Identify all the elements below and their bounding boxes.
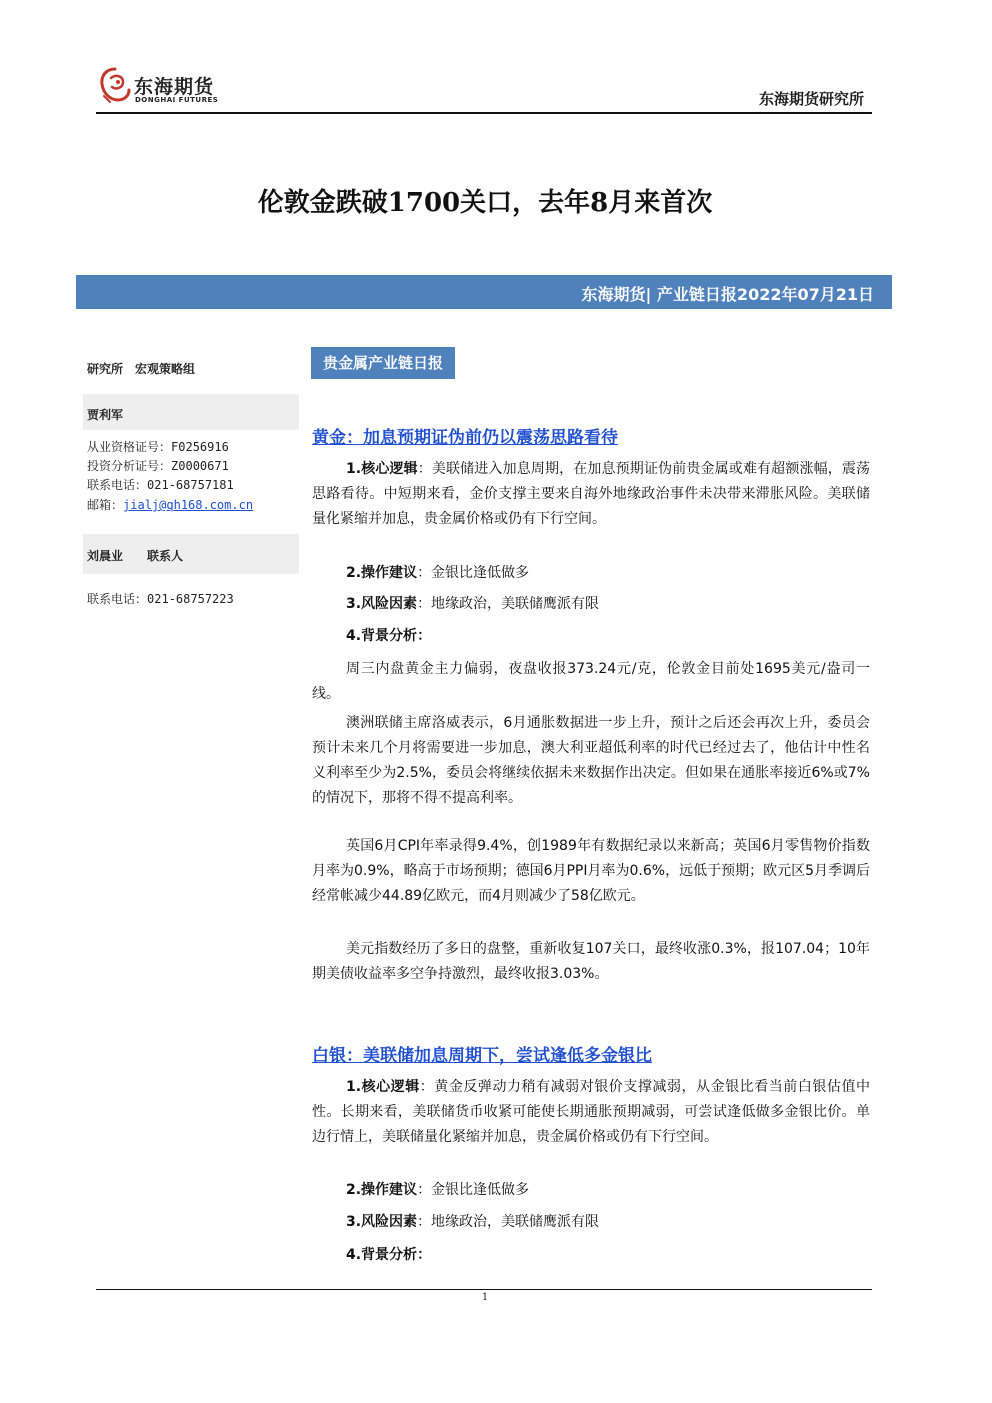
report-title: 伦敦金跌破1700关口，去年8月来首次	[257, 188, 713, 218]
gold-background-p3: 英国6月CPI年率录得9.4%，创1989年有数据纪录以来新高；英国6月零售物价指数月率为0.9%，略高于市场预期；德国6月PPI月率为0.6%，远低于预期；欧元区5月季调后经常帐减少44.89亿欧元，而4月则减少了58亿欧元。	[312, 838, 870, 904]
analyst1-email-link[interactable]: jialj@qh168.com.cn	[123, 498, 254, 512]
gold-background-p1: 周三内盘黄金主力偏弱，夜盘收报373.24元/克，伦敦金目前处1695美元/盎司一线。	[312, 661, 870, 702]
gold-background-heading: 4.背景分析：	[346, 628, 432, 644]
institute-name: 东海期货研究所	[758, 90, 864, 108]
analyst2-phone: 联系电话：021-68757223	[87, 592, 234, 606]
page-number: 1	[481, 1292, 489, 1303]
analyst1-phone: 联系电话：021-68757181	[87, 478, 234, 492]
silver-core-logic: 1.核心逻辑：黄金反弹动力稍有减弱对银价支撑减弱，从金银比看当前白银估值中性。长期来看，美联储货币收紧可能使长期通胀预期减弱，可尝试逢低做多金银比价。单边行情上，美联储量化紧缩并加息，贵金属价格或仍有下行空间。	[312, 1079, 870, 1145]
gold-background-p2: 澳洲联储主席洛威表示，6月通胀数据进一步上升，预计之后还会再次上升，委员会预计未来几个月将需要进一步加息，澳大利亚超低利率的时代已经过去了，他估计中性名义利率至少为2.5%，委员会将继续依据未来数据作出决定。但如果在通胀率接近6%或7%的情况下，那将不得不提高利率。	[312, 715, 870, 806]
company-logo	[98, 66, 228, 106]
analyst1-analysis-cert: 投资分析证号：Z0000671	[87, 459, 229, 473]
analyst1-name: 贾利军	[87, 408, 124, 422]
gold-risk-factors: 3.风险因素：地缘政治，美联储鹰派有限	[346, 596, 600, 612]
banner-date-text: 东海期货| 产业链日报2022年07月21日	[581, 285, 874, 304]
gold-background-p4: 美元指数经历了多日的盘整，重新收复107关口，最终收涨0.3%，报107.04；10年期美债收益率多空争持激烈，最终收报3.03%。	[312, 941, 870, 982]
silver-background-heading: 4.背景分析：	[346, 1247, 432, 1263]
footer-divider	[96, 1289, 872, 1290]
section-tag-precious-metals: 贵金属产业链日报	[311, 347, 455, 379]
gold-core-logic: 1.核心逻辑：美联储进入加息周期，在加息预期证伪前贵金属或难有超额涨幅，震荡思路看待。中短期来看，金价支撑主要来自海外地缘政治事件未决带来滞胀风险。美联储量化紧缩并加息，贵金属价格或仍有下行空间。	[312, 461, 870, 527]
logo-english-name: DONGHAI FUTURES	[135, 96, 219, 104]
logo-chinese-name: 东海期货	[134, 76, 215, 98]
dragon-logo-icon	[98, 66, 132, 104]
silver-section-heading: 白银：美联储加息周期下，尝试逢低多金银比	[312, 1046, 652, 1066]
gold-operation-advice: 2.操作建议：金银比逢低做多	[346, 565, 530, 581]
silver-operation-advice: 2.操作建议：金银比逢低做多	[346, 1182, 530, 1198]
gold-section-heading: 黄金：加息预期证伪前仍以震荡思路看待	[312, 428, 618, 448]
silver-risk-factors: 3.风险因素：地缘政治，美联储鹰派有限	[346, 1214, 600, 1230]
analyst1-email: 邮箱：jialj@qh168.com.cn	[87, 498, 254, 512]
analyst2-name: 刘晨业 联系人	[87, 549, 184, 563]
sidebar-department: 研究所 宏观策略组	[87, 362, 196, 376]
report-banner	[76, 275, 892, 309]
header-divider	[96, 112, 872, 114]
analyst1-qualification: 从业资格证号：F0256916	[87, 440, 229, 454]
